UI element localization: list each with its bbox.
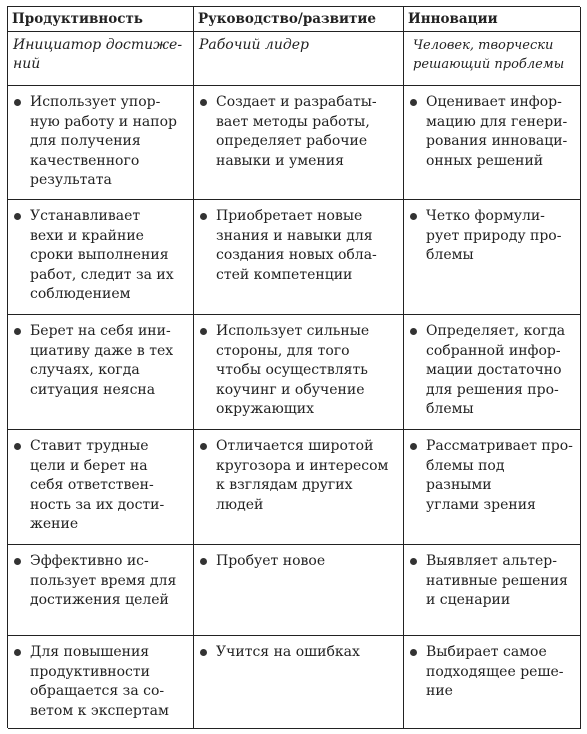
bullet-icon (200, 443, 207, 450)
bullet-icon (410, 213, 417, 220)
bullet-icon (14, 99, 21, 106)
header-leadership-development: Руководство/развитие (194, 7, 404, 32)
table-cell: Устанавливает вехи и крайние сроки выполнения работ, следит за их соблюдением (8, 200, 194, 315)
bullet-icon (200, 649, 207, 656)
table-cell: Определяет, когда собранной инфор- мации достаточно для решения про- блемы (404, 315, 581, 430)
table-cell: Оценивает инфор- мацию для генери- рования инноваци- онных решений (404, 86, 581, 200)
competency-table (7, 6, 580, 728)
header-innovation: Инновации (404, 7, 581, 32)
header-productivity: Продуктивность (8, 7, 194, 32)
bullet-icon (410, 649, 417, 656)
bullet-icon (14, 558, 21, 565)
bullet-icon (410, 99, 417, 106)
table-cell: Использует сильные стороны, для того чтобы осуществлять коучинг и обучение окружающих (194, 315, 404, 430)
bullet-icon (410, 443, 417, 450)
bullet-icon (410, 558, 417, 565)
bullet-icon (200, 99, 207, 106)
table-cell: Создает и разрабаты- вает методы работы, определяет рабочие навыки и умения (194, 86, 404, 200)
table-cell: Выявляет альтер- нативные решения и сценарии (404, 545, 581, 636)
table-cell: Выбирает самое подходящее реше- ние (404, 636, 581, 729)
subheader-leadership-development: Рабочий лидер (194, 32, 404, 86)
bullet-icon (410, 328, 417, 335)
table-cell: Использует упор- ную работу и напор для получения качественного результата (8, 86, 194, 200)
bullet-icon (200, 213, 207, 220)
bullet-icon (14, 443, 21, 450)
subheader-innovation: Человек, творчески решающий проблемы (404, 32, 581, 86)
table-cell: Четко формули- рует природу про- блемы (404, 200, 581, 315)
table-cell: Учится на ошибках (194, 636, 404, 729)
table-cell: Ставит трудные цели и берет на себя ответствен- ность за их дости- жение (8, 430, 194, 545)
bullet-icon (200, 328, 207, 335)
bullet-icon (14, 328, 21, 335)
table-cell: Берет на себя ини- циативу даже в тех случаях, когда ситуация неясна (8, 315, 194, 430)
table-cell: Для повышения продуктивности обращается за со- ветом к экспертам (8, 636, 194, 729)
bullet-icon (14, 213, 21, 220)
subheader-productivity: Инициатор достиже- ний (8, 32, 194, 86)
table-cell: Пробует новое (194, 545, 404, 636)
bullet-icon (14, 649, 21, 656)
table-cell: Приобретает новые знания и навыки для создания новых обла- стей компетенции (194, 200, 404, 315)
table-cell: Отличается широтой кругозора и интересом к взглядам других людей (194, 430, 404, 545)
bullet-icon (200, 558, 207, 565)
table-cell: Рассматривает про- блемы под разными углами зрения (404, 430, 581, 545)
table-cell: Эффективно ис- пользует время для достижения целей (8, 545, 194, 636)
